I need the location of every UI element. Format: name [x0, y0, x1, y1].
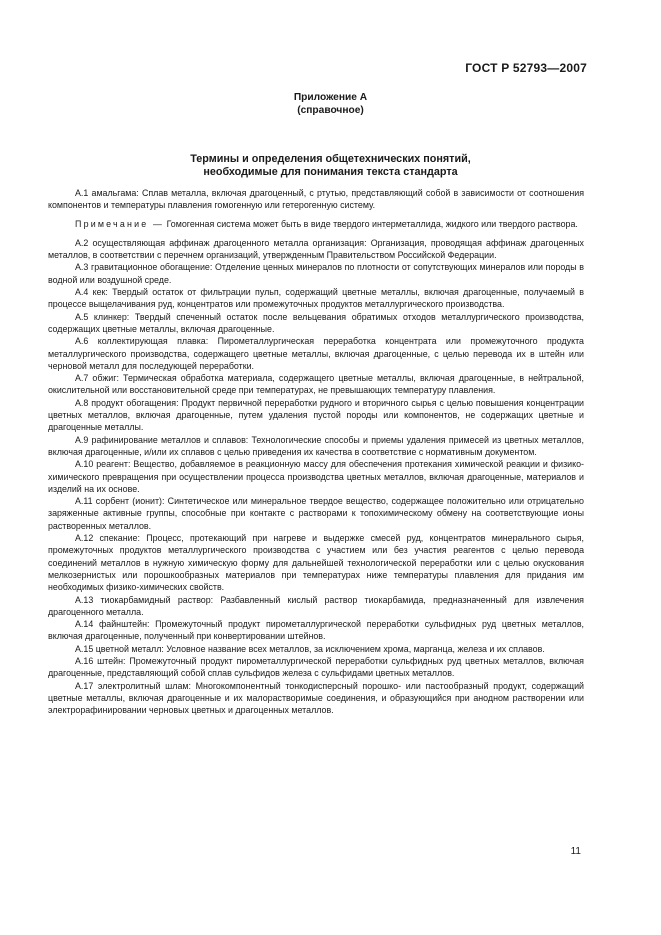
term-a2: А.2 осуществляющая аффинаж драгоценного металла организация: Организация, проводящая аффинаж драгоценных металлов, в соответствии с перечнем организаций, утвержденным Правительством Российской Федерации. [48, 237, 584, 261]
term-a8: А.8 продукт обогащения: Продукт первичной переработки рудного и вторичного сырья с целью повышения концентрации цветных металлов, включая драгоценные, путем удаления пустой породы или компонентов, не содержащих цветные и драгоценные металлы. [48, 397, 584, 433]
term-a17: А.17 электролитный шлам: Многокомпонентный тонкодисперсный порошко- или пастообразный продукт, содержащий цветные металлы, включая драгоценные и их малорастворимые соединения, и образующийся при анодном растворении или электрорафинировании черновых цветных и драгоценных металлов. [48, 680, 584, 716]
term-a11: А.11 сорбент (ионит): Синтетическое или минеральное твердое вещество, содержащее положительно или отрицательно заряженные активные группы, способные при контакте с растворами к топохимическому обмену на соответствующие ионы растворенных металлов. [48, 496, 584, 531]
term-a6: А.6 коллектирующая плавка: Пирометаллургическая переработка концентрата или промежуточного продукта металлургического производства, содержащего цветные металлы, включая драгоценные, с целью перевода их в штейн или черновой металл для последующей переработки. [48, 336, 584, 371]
note [48, 218, 584, 230]
term-a4: А.4 кек: Твердый остаток от фильтрации пульп, содержащий цветные металлы, включая драгоценные, получаемый в процессе выщелачивания руд, концентратов или промежуточных продуктов металлургического производства. [48, 287, 584, 310]
page-number: 11 [570, 846, 581, 857]
term-a13: А.13 тиокарбамидный раствор: Разбавленный кислый раствор тиокарбамида, предназначенный для извлечения драгоценного металла. [48, 594, 584, 617]
term-a12: А.12 спекание: Процесс, протекающий при нагреве и выдержке смесей руд, концентратов минерального сырья, промежуточных продуктов металлургического производства с участием или без участия реагентов с целью перевода соединений металлов в нужную химическую форму для дальнейшей технологической переработки или с целью окускования мелкозернистых или порошкообразных материалов при температурах ниже температуры плавления для придания им необходимых физико-химических свойств. [48, 533, 584, 593]
annex-title: Приложение А [293, 92, 368, 103]
term-a10: А.10 реагент: Вещество, добавляемое в реакционную массу для обеспечения протекания химической реакции и физико-химического превращения при осуществлении процесса производства цветных металлов, включая драгоценные, материалов и изделий на их основе. [48, 459, 584, 494]
section-heading [0, 153, 661, 179]
term-a14: А.14 файнштейн: Промежуточный продукт пирометаллургической переработки сульфидных руд цветных металлов, включая драгоценные, полученный при конвертировании штейнов. [48, 619, 584, 642]
section-heading-line-1: Термины и определения общетехнических понятий, [190, 153, 471, 165]
document-body [48, 187, 584, 716]
term-a1: А.1 амальгама: Сплав металла, включая драгоценный, с ртутью, представляющий собой в зависимости от соотношения компонентов и температуры плавления гомогенную или гетерогенную систему. [48, 188, 584, 211]
term-a15: А.15 цветной металл: Условное название всех металлов, за исключением хрома, марганца, железа и их сплавов. [75, 643, 545, 654]
term-a9: А.9 рафинирование металлов и сплавов: Технологические способы и приемы удаления примесей из цветных металлов, включая драгоценные, и/или их сплавов с целью приведения их качества в соответствие с нормативным документом. [48, 434, 584, 457]
term-a3: А.3 гравитационное обогащение: Отделение ценных минералов по плотности от сопутствующих минералов или породы в водной или воздушной среде. [48, 262, 584, 285]
note-label: Примечание — [75, 218, 165, 229]
standard-code: ГОСТ Р 52793—2007 [465, 61, 587, 75]
term-a5: А.5 клинкер: Твердый спеченный остаток после вельцевания обратимых отходов металлургического производства, содержащих цветные металлы, включая драгоценные. [48, 311, 584, 334]
note-text: Гомогенная система может быть в виде твердого интерметаллида, жидкого или твердого раствора. [166, 218, 578, 229]
annex-subtitle: (справочное) [297, 105, 364, 116]
section-heading-line-2: необходимые для понимания текста стандарта [203, 166, 458, 178]
annex-heading [0, 91, 661, 117]
term-a7: А.7 обжиг: Термическая обработка материала, содержащего цветные металлы, включая драгоценные, в нейтральной, окислительной или восстановительной среде при температурах, не превышающих температуру плавления. [48, 373, 584, 396]
term-a16: А.16 штейн: Промежуточный продукт пирометаллургической переработки сульфидных руд цветных металлов, включая драгоценные, представляющий собой сплав сульфидов железа с сульфидами цветных металлов. [48, 655, 584, 679]
